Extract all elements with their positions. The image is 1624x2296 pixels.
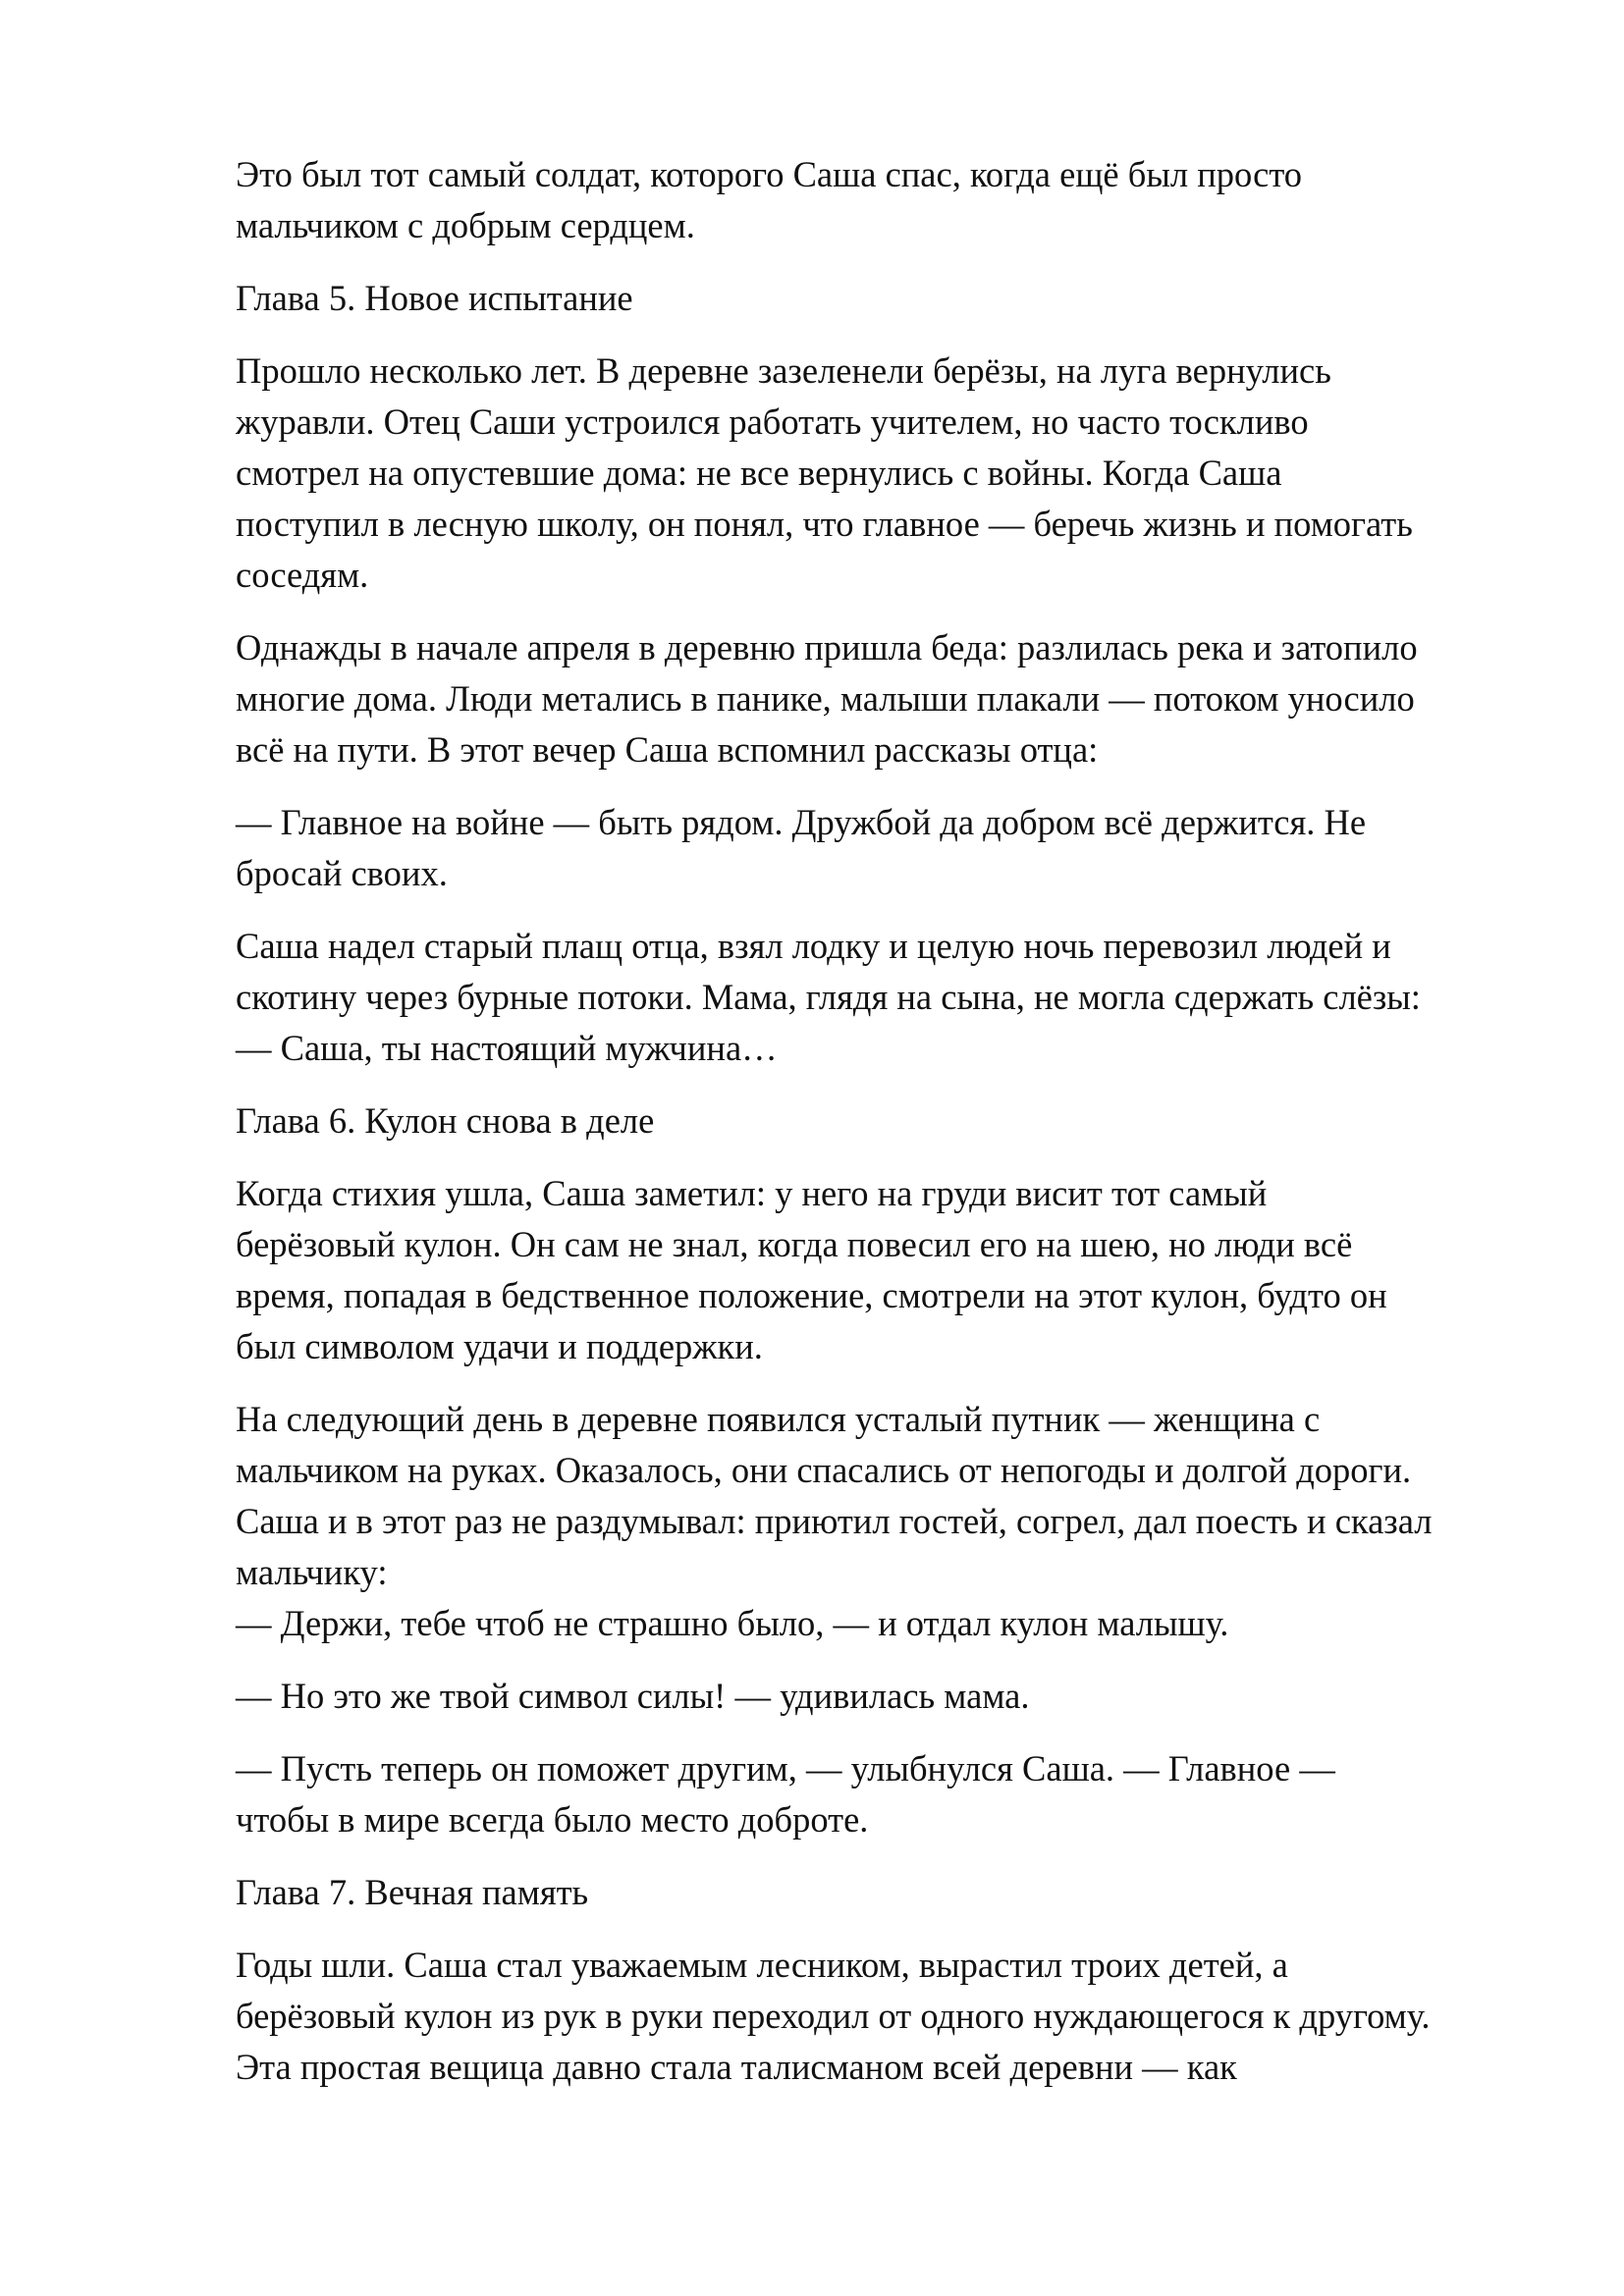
text-line: скотину через бурные потоки. Мама, глядя на сына, не могла сдержать слёзы: <box>236 977 1421 1017</box>
text-line: Это был тот самый солдат, которого Саша спас, когда ещё был просто <box>236 154 1303 194</box>
text-paragraph <box>236 346 1532 601</box>
text-line: Саша и в этот раз не раздумывал: приютил гостей, согрел, дал поесть и сказал <box>236 1501 1433 1541</box>
text-paragraph <box>236 149 1532 251</box>
text-line: время, попадая в бедственное положение, смотрели на этот кулон, будто он <box>236 1275 1387 1315</box>
text-line: журавли. Отец Саши устроился работать учителем, но часто тоскливо <box>236 401 1309 442</box>
text-line: многие дома. Люди метались в панике, малыши плакали — потоком уносило <box>236 678 1415 719</box>
text-line: Когда стихия ушла, Саша заметил: у него на груди висит тот самый <box>236 1173 1268 1213</box>
text-line: чтобы в мире всегда было место доброте. <box>236 1799 869 1840</box>
text-line: Глава 5. Новое испытание <box>236 278 633 318</box>
text-line: Годы шли. Саша стал уважаемым лесником, вырастил троих детей, а <box>236 1945 1288 1985</box>
text-line: Глава 6. Кулон снова в деле <box>236 1100 655 1141</box>
text-line: — Пусть теперь он поможет другим, — улыбнулся Саша. — Главное — <box>236 1748 1335 1789</box>
text-line: На следующий день в деревне появился усталый путник — женщина с <box>236 1399 1321 1439</box>
document-body <box>236 149 1532 2114</box>
text-paragraph <box>236 1743 1532 1845</box>
text-line: Прошло несколько лет. В деревне зазеленели берёзы, на луга вернулись <box>236 350 1331 391</box>
text-paragraph <box>236 1394 1532 1649</box>
chapter-heading <box>236 1095 1532 1147</box>
text-line: всё на пути. В этот вечер Саша вспомнил рассказы отца: <box>236 729 1099 770</box>
text-line: был символом удачи и поддержки. <box>236 1326 763 1366</box>
chapter-heading <box>236 1867 1532 1918</box>
text-line: соседям. <box>236 555 369 595</box>
text-line: поступил в лесную школу, он понял, что главное — беречь жизнь и помогать <box>236 504 1413 544</box>
text-line: берёзовый кулон из рук в руки переходил от одного нуждающегося к другому. <box>236 1996 1431 2036</box>
text-line: Эта простая вещица давно стала талисманом всей деревни — как <box>236 2047 1237 2087</box>
text-paragraph <box>236 921 1532 1074</box>
text-line: бросай своих. <box>236 853 448 893</box>
text-line: мальчику: <box>236 1552 388 1592</box>
text-line: — Держи, тебе чтоб не страшно было, — и отдал кулон малышу. <box>236 1603 1229 1643</box>
text-paragraph <box>236 797 1532 899</box>
text-line: — Главное на войне — быть рядом. Дружбой да добром всё держится. Не <box>236 802 1367 842</box>
text-paragraph <box>236 1671 1532 1722</box>
chapter-heading <box>236 273 1532 324</box>
text-line: мальчиком с добрым сердцем. <box>236 205 695 245</box>
text-line: берёзовый кулон. Он сам не знал, когда повесил его на шею, но люди всё <box>236 1224 1353 1264</box>
text-line: смотрел на опустевшие дома: не все вернулись с войны. Когда Саша <box>236 453 1282 493</box>
text-line: Саша надел старый плащ отца, взял лодку и целую ночь перевозил людей и <box>236 926 1391 966</box>
text-paragraph <box>236 1940 1532 2093</box>
text-paragraph <box>236 622 1532 775</box>
text-line: Однажды в начале апреля в деревню пришла беда: разлилась река и затопило <box>236 627 1418 667</box>
text-line: Глава 7. Вечная память <box>236 1872 589 1912</box>
text-line: — Но это же твой символ силы! — удивилась мама. <box>236 1676 1030 1716</box>
text-paragraph <box>236 1168 1532 1372</box>
text-line: — Саша, ты настоящий мужчина… <box>236 1028 778 1068</box>
text-line: мальчиком на руках. Оказалось, они спасались от непогоды и долгой дороги. <box>236 1450 1412 1490</box>
